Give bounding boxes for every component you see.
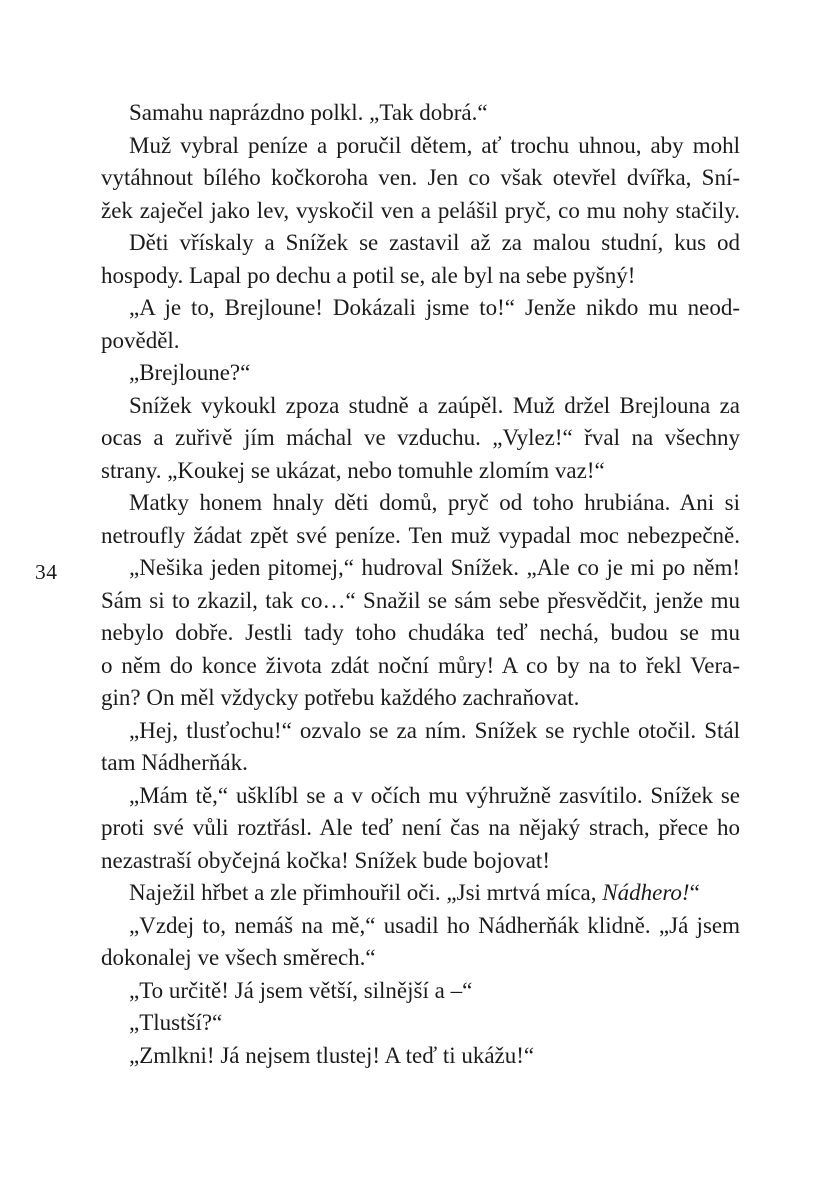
paragraph xyxy=(101,552,740,715)
text-segment: ocas a zuřivě jím máchal ve vzduchu. „Vylez!“ řval na všechny xyxy=(101,425,740,450)
text-line xyxy=(101,390,740,423)
paragraph xyxy=(101,390,740,488)
text-line xyxy=(101,1040,740,1073)
text-line xyxy=(101,552,740,585)
text-segment: Matky honem hnaly děti domů, pryč od toho hrubiána. Ani si xyxy=(129,490,740,515)
text-segment: proti své vůli roztřásl. Ale teď není čas na nějaký strach, přece ho xyxy=(101,815,740,840)
text-line xyxy=(101,97,740,130)
text-line xyxy=(101,942,740,975)
text-segment: Sám si to zkazil, tak co…“ Snažil se sám sebe přesvědčit, jenže mu xyxy=(101,587,740,613)
text-segment: „Tlustší?“ xyxy=(129,1010,223,1035)
text-line xyxy=(101,780,740,813)
paragraph xyxy=(101,227,740,292)
text-segment: „Vzdej to, nemáš na mě,“ usadil ho Nádherňák klidně. „Já jsem xyxy=(129,912,740,938)
text-line xyxy=(101,682,740,715)
paragraph xyxy=(101,1040,740,1073)
text-line xyxy=(101,747,740,780)
text-line xyxy=(101,357,740,390)
text-segment: Snížek vykoukl zpoza studně a zaúpěl. Muž držel Brejlouna za xyxy=(129,392,740,418)
text-line xyxy=(101,585,740,618)
text-segment: „To určitě! Já jsem větší, silnější a –“ xyxy=(129,977,473,1003)
text-line xyxy=(101,260,740,293)
text-segment: gin? On měl vždycky potřebu každého zachraňovat. xyxy=(101,685,580,710)
text-segment: „Hej, tlusťochu!“ ozvalo se za ním. Snížek se rychle otočil. Stál xyxy=(129,717,740,743)
text-segment: nezastraší obyčejná kočka! Snížek bude bojovat! xyxy=(101,847,550,873)
text-segment: „Mám tě,“ ušklíbl se a v očích mu výhružně zasvítilo. Snížek se xyxy=(129,782,740,808)
text-line xyxy=(101,1007,740,1040)
paragraph xyxy=(101,715,740,780)
text-segment: „Nešika jeden pitomej,“ hudroval Snížek. „Ale co je mi po něm! xyxy=(129,555,740,580)
text-segment: Muž vybral peníze a poručil dětem, ať trochu uhnou, aby mohl xyxy=(129,132,740,158)
text-line xyxy=(101,455,740,488)
paragraph xyxy=(101,487,740,552)
paragraph xyxy=(101,130,740,228)
text-line xyxy=(101,422,740,455)
page-number: 34 xyxy=(35,560,58,584)
text-line xyxy=(101,130,740,163)
paragraph xyxy=(101,975,740,1008)
text-line xyxy=(101,910,740,943)
paragraph xyxy=(101,877,740,910)
text-line xyxy=(101,162,740,195)
paragraph xyxy=(101,97,740,130)
text-line xyxy=(101,975,740,1008)
text-line xyxy=(101,877,740,910)
text-line xyxy=(101,487,740,520)
text-line xyxy=(101,292,740,325)
text-segment: tam Nádherňák. xyxy=(101,750,248,775)
paragraph xyxy=(101,357,740,390)
paragraph xyxy=(101,780,740,878)
text-segment: „Zmlkni! Já nejsem tlustej! A teď ti ukážu!“ xyxy=(129,1042,535,1068)
text-segment: hospody. Lapal po dechu a potil se, ale byl na sebe pyšný! xyxy=(101,262,636,288)
text-segment: „Brejloune?“ xyxy=(129,360,251,385)
text-segment: Naježil hřbet a zle přimhouřil oči. „Jsi mrtvá míca, xyxy=(129,880,603,905)
text-segment: nebylo dobře. Jestli tady toho chudáka teď nechá, budou se mu xyxy=(101,620,740,645)
text-line xyxy=(101,520,740,553)
paragraph xyxy=(101,910,740,975)
text-line xyxy=(101,812,740,845)
text-block xyxy=(101,97,740,1072)
text-segment: “ xyxy=(689,880,700,905)
text-line xyxy=(101,325,740,358)
text-segment: strany. „Koukej se ukázat, nebo tomuhle zlomím vaz!“ xyxy=(101,457,605,483)
paragraph xyxy=(101,1007,740,1040)
italic-text: Nádhero! xyxy=(602,880,690,905)
text-line xyxy=(101,715,740,748)
text-segment: netroufly žádat zpět své peníze. Ten muž vypadal moc nebezpečně. xyxy=(101,522,740,548)
text-line xyxy=(101,845,740,878)
text-segment: vytáhnout bílého kočkoroha ven. Jen co však otevřel dvířka, Sní- xyxy=(101,165,740,190)
text-line xyxy=(101,195,740,228)
text-segment: žek zaječel jako lev, vyskočil ven a pelášil pryč, co mu nohy stačily. xyxy=(101,197,740,223)
text-segment: o něm do konce života zdát noční můry! A co by na to řekl Vera- xyxy=(101,652,740,678)
text-segment: Děti vřískaly a Snížek se zastavil až za malou studní, kus od xyxy=(129,230,740,255)
text-segment: dokonalej ve všech směrech.“ xyxy=(101,945,376,970)
text-segment: pověděl. xyxy=(101,327,180,353)
text-line xyxy=(101,617,740,650)
paragraph xyxy=(101,292,740,357)
text-segment: „A je to, Brejloune! Dokázali jsme to!“ Jenže nikdo mu neod- xyxy=(129,295,740,320)
text-line xyxy=(101,650,740,683)
text-line xyxy=(101,227,740,260)
text-segment: Samahu naprázdno polkl. „Tak dobrá.“ xyxy=(129,100,488,125)
